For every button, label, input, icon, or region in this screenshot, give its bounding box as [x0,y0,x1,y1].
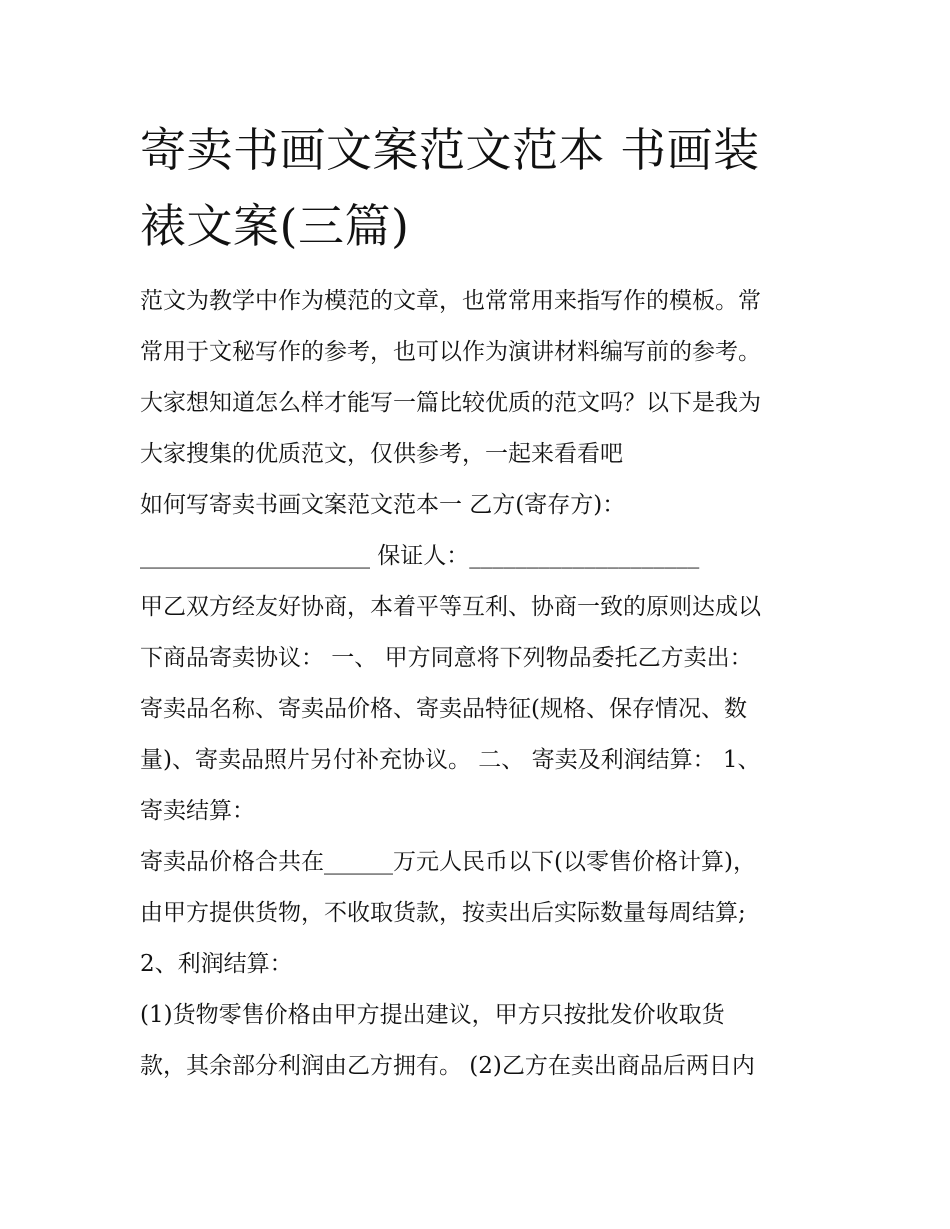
body-line: 寄卖品名称、寄卖品价格、寄卖品特征(规格、保存情况、数 [140,696,747,722]
body-line: 寄卖结算： [140,798,255,824]
body-line: 寄卖品价格合共在______万元人民币以下(以零售价格计算)， [140,849,756,875]
body-line: 常用于文秘写作的参考，也可以作为演讲材料编写前的参考。 [140,339,761,365]
body-line: 大家搜集的优质范文，仅供参考，一起来看看吧 [140,441,623,467]
body-line: 范文为教学中作为模范的文章，也常常用来指写作的模板。常 [140,288,761,314]
title-line: 裱文案(三篇) [140,199,410,253]
body-line: 下商品寄卖协议： 一、 甲方同意将下列物品委托乙方卖出： [140,645,753,671]
document-body [140,276,840,1092]
document-title [140,112,830,264]
body-line: (1)货物零售价格由甲方提出建议，甲方只按批发价收取货 [140,1002,725,1028]
body-line: 甲乙双方经友好协商，本着平等互利、协商一致的原则达成以 [140,594,761,620]
body-line: 款，其余部分利润由乙方拥有。 (2)乙方在卖出商品后两日内 [140,1053,755,1079]
body-line: 由甲方提供货物，不收取货款，按卖出后实际数量每周结算; [140,900,746,926]
body-line: 如何写寄卖书画文案范文范本一 乙方(寄存方)： [140,492,626,518]
body-line: 2、利润结算： [140,951,293,977]
title-line: 寄卖书画文案范文范本 书画装 [140,123,760,177]
signature-blank-line: ____________________ 保证人：____________________ [140,543,700,569]
body-line: 量)、寄卖品照片另付补充协议。 二、 寄卖及利润结算： 1、 [140,747,761,773]
body-line: 大家想知道怎么样才能写一篇比较优质的范文吗？以下是我为 [140,390,761,416]
